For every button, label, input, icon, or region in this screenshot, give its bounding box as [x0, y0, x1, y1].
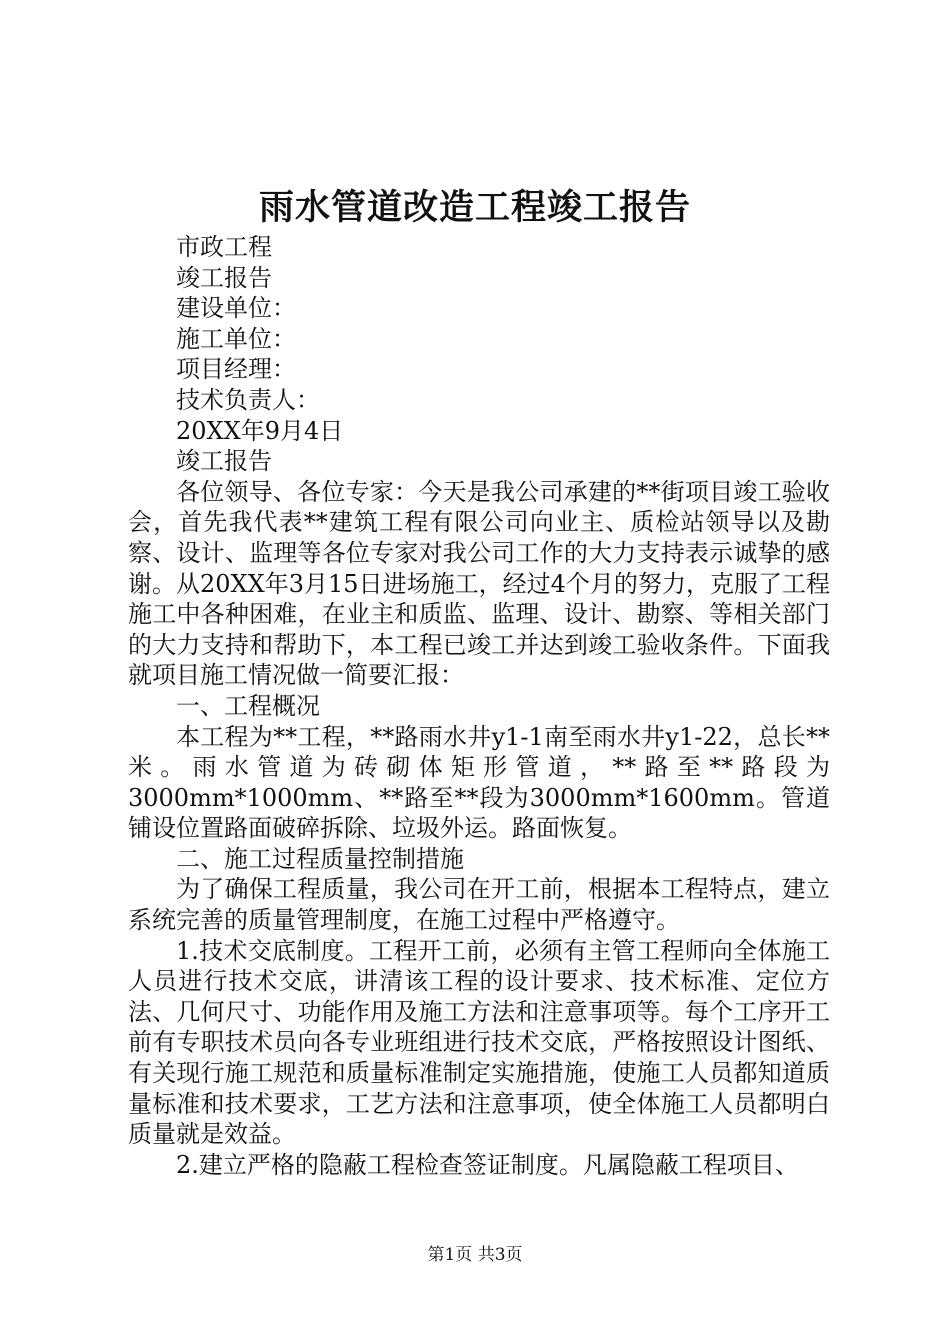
page-number-footer: 第1页 共3页: [427, 1245, 523, 1265]
paragraph-concealed-work: 2.建立严格的隐蔽工程检查签证制度。凡属隐蔽工程项目、: [176, 1150, 799, 1179]
cover-line-manager: 项目经理：: [176, 355, 296, 384]
paragraph-tech-briefing: 1.技术交底制度。工程开工前，必须有主管工程师向全体施工人员进行技术交底，讲清该工程的设计要求、技术标准、定位方法、几何尺寸、功能作用及施工方法和注意事项等。每个工序开工前有专职技术员向各专业班组进行技术交底，严格按照设计图纸、有关现行施工规范和质量标准制定实施措施，使施工人员都知道质量标准和技术要求，工艺方法和注意事项，使全体施工人员都明白质量就是效益。: [128, 936, 830, 1149]
paragraph-overview: 本工程为**工程，**路雨水井y1-1南至雨水井y1-22，总长**米。雨水管道为砖砌体矩形管道，**路至**路段为3000mm*1000mm、**路至**段为3000mm*1600mm。管道铺设位置路面破碎拆除、垃圾外运。路面恢复。: [128, 722, 830, 843]
cover-line-date: 20XX年9月4日: [176, 416, 344, 445]
cover-line-contractor: 施工单位：: [176, 324, 296, 353]
paragraph-quality-intro: 为了确保工程质量，我公司在开工前，根据本工程特点，建立系统完善的质量管理制度，在施工过程中严格遵守。: [128, 875, 830, 935]
section-heading-report: 竣工报告: [176, 447, 272, 476]
cover-line-report: 竣工报告: [176, 263, 272, 292]
document-title: 雨水管道改造工程竣工报告: [258, 187, 691, 228]
cover-line-tech-lead: 技术负责人：: [176, 385, 320, 414]
section-heading-overview: 一、工程概况: [176, 691, 320, 720]
document-body: [128, 232, 830, 1180]
section-heading-quality: 二、施工过程质量控制措施: [176, 844, 464, 873]
cover-line-category: 市政工程: [176, 233, 272, 261]
paragraph-intro: 各位领导、各位专家：今天是我公司承建的**街项目竣工验收会，首先我代表**建筑工程有限公司向业主、质检站领导以及勘察、设计、监理等各位专家对我公司工作的大力支持表示诚挚的感谢。从20XX年3月15日进场施工，经过4个月的努力，克服了工程施工中各种困难，在业主和质监、监理、设计、勘察、等相关部门的大力支持和帮助下，本工程已竣工并达到竣工验收条件。下面我就项目施工情况做一简要汇报：: [128, 477, 830, 690]
cover-line-owner: 建设单位：: [176, 294, 296, 323]
